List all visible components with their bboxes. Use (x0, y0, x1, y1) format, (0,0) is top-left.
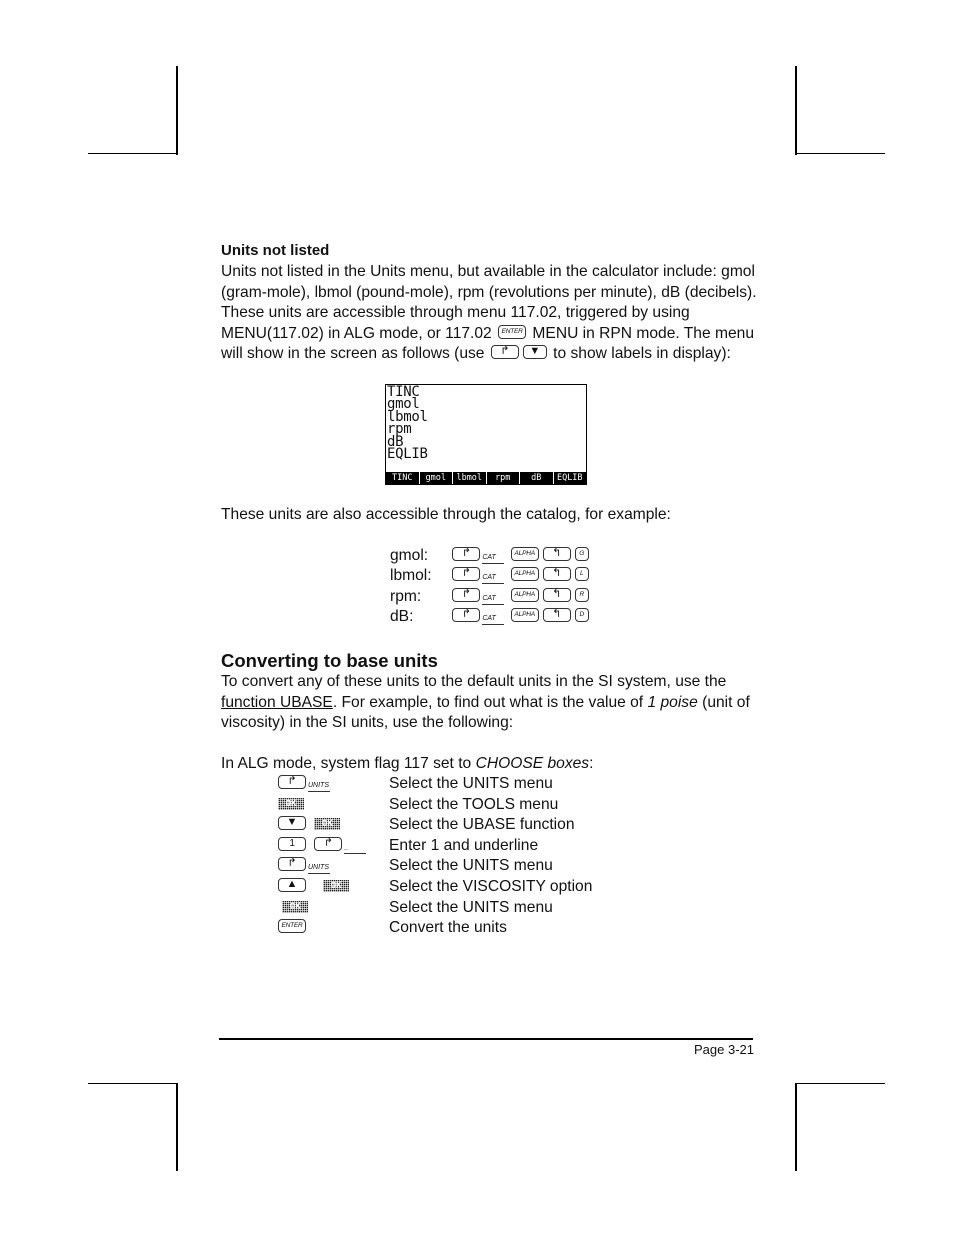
right-shift-key-icon: ↱ (452, 567, 480, 581)
screen-line: TINC (387, 384, 420, 400)
crop-mark (795, 1083, 797, 1171)
right-shift-key-icon: ↱ (278, 775, 306, 789)
left-shift-key-icon: ↰ (543, 608, 571, 622)
alpha-key-icon: ALPHA (511, 567, 539, 581)
catalog-row: gmol: ↱ CAT ALPHA ↰ G (390, 546, 591, 566)
step-row: ↱ UNITS Select the UNITS menu (276, 856, 696, 877)
footer-rule (219, 1038, 753, 1040)
right-shift-key-icon: ↱ (278, 857, 306, 871)
screen-line: rpm (387, 421, 412, 438)
softkey-label: dB (520, 472, 554, 484)
right-shift-key-icon: ↱ (452, 588, 480, 602)
screen-softkey-menu (386, 472, 586, 484)
section-subheading: Units not listed (221, 242, 330, 259)
catalog-intro: These units are also accessible through the catalog, for example: (221, 506, 671, 523)
softkey-label: EQLIB (556, 473, 583, 483)
down-arrow-key-icon: ▼ (278, 816, 306, 830)
alpha-key-icon: ALPHA (511, 588, 539, 602)
catalog-examples (390, 546, 591, 628)
underline-label-icon: _ (344, 843, 366, 854)
function-ubase-link[interactable]: function UBASE (221, 693, 333, 711)
cat-label-icon: CAT (482, 594, 504, 605)
left-shift-key-icon: ↰ (543, 588, 571, 602)
crop-mark (795, 153, 885, 154)
catalog-row: dB: ↱ CAT ALPHA ↰ D (390, 607, 591, 627)
ok-softkey-icon: OK (323, 880, 349, 892)
crop-mark (795, 1083, 885, 1084)
step-row: ▼ OK Select the UBASE function (276, 815, 696, 836)
left-shift-key-icon: ↰ (543, 567, 571, 581)
screen-line: EQLIB (387, 446, 428, 462)
ok-softkey-icon: OK (278, 798, 304, 810)
enter-key-icon: ENTER (498, 325, 526, 339)
step-row: OK Select the TOOLS menu (276, 795, 696, 816)
cat-label-icon: CAT (482, 614, 504, 625)
step-row: OK Select the UNITS menu (276, 898, 696, 919)
screen-line: dB (387, 433, 404, 450)
enter-key-icon: ENTER (278, 919, 306, 933)
crop-mark (795, 66, 797, 155)
softkey-label: rpm (487, 472, 521, 484)
catalog-row: lbmol: ↱ CAT ALPHA ↰ L (390, 566, 591, 586)
softkey-label: TINC (386, 472, 420, 484)
letter-key-icon: D (575, 608, 589, 622)
step-row: ENTER Convert the units (276, 918, 696, 939)
left-shift-key-icon: ↰ (543, 547, 571, 561)
units-not-listed-section (221, 240, 761, 365)
keystroke-steps (276, 774, 696, 939)
alg-mode-paragraph: In ALG mode, system flag 117 set to CHOOSE boxes: (221, 755, 594, 772)
crop-mark (176, 1083, 178, 1171)
up-arrow-key-icon: ▲ (278, 878, 306, 892)
down-arrow-key-icon: ▼ (523, 345, 547, 359)
catalog-row: rpm: ↱ CAT ALPHA ↰ R (390, 587, 591, 607)
units-label-icon: UNITS (308, 781, 330, 792)
screen-line: gmol (387, 396, 420, 413)
step-row: 1 ↱ _ Enter 1 and underline (276, 836, 696, 857)
page-number: Page 3-21 (694, 1042, 754, 1057)
alpha-key-icon: ALPHA (511, 608, 539, 622)
step-row: ▲ OK Select the VISCOSITY option (276, 877, 696, 898)
cat-label-icon: CAT (482, 553, 504, 564)
section-heading: Converting to base units (221, 650, 438, 671)
ok-softkey-icon: OK (314, 818, 340, 830)
alpha-key-icon: ALPHA (511, 547, 539, 561)
converting-paragraph: To convert any of these units to the default units in the SI system, use the function UBASE. For example, to find out what is the value of 1 poise (unit of viscosity) in the SI units, use the following: (221, 673, 750, 732)
crop-mark (88, 1083, 178, 1084)
softkey-label: gmol (420, 472, 454, 484)
right-shift-key-icon: ↱ (314, 837, 342, 851)
step-row: ↱ UNITS Select the UNITS menu (276, 774, 696, 795)
screen-line: lbmol (387, 408, 428, 425)
letter-key-icon: G (575, 547, 589, 561)
ok-softkey-icon: OK (282, 901, 308, 913)
calculator-screen (385, 384, 587, 485)
units-paragraph: Units not listed in the Units menu, but available in the calculator include: gmol (gram-mole), lbmol (pound-mole), rpm (revolutions per minute), dB (decibels). These units are accessible through menu 117.02, triggered by using MENU(117.02) in ALG mode, or 117.02 ENTER MENU in RPN mode. The menu will show in the screen as follows (use ↱ ▼ to show labels in display): (221, 263, 757, 363)
cat-label-icon: CAT (482, 573, 504, 584)
one-key-icon: 1 (278, 837, 306, 851)
crop-mark (88, 153, 178, 154)
letter-key-icon: R (575, 588, 589, 602)
right-shift-key-icon: ↱ (491, 345, 519, 359)
units-label-icon: UNITS (308, 863, 330, 874)
right-shift-key-icon: ↱ (452, 608, 480, 622)
softkey-label: lbmol (453, 472, 487, 484)
letter-key-icon: L (575, 567, 589, 581)
right-shift-key-icon: ↱ (452, 547, 480, 561)
crop-mark (176, 66, 178, 155)
